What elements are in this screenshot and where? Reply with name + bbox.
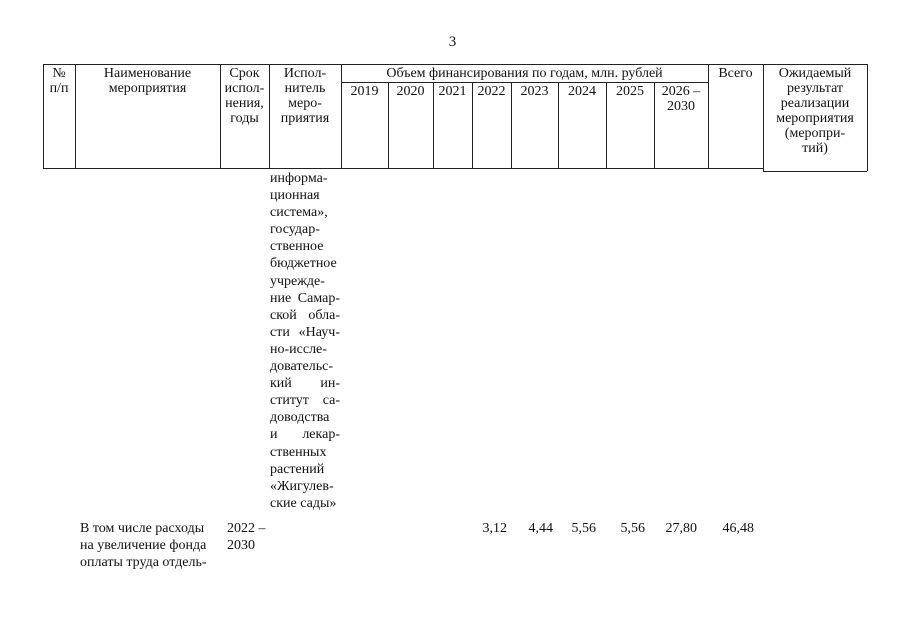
header-term: Срок испол- нения, годы (224, 66, 265, 126)
row2-value-2023: 4,44 (528, 521, 553, 536)
row2-name: В том числе расходы на увеличение фонда оплаты труда отдель- (80, 521, 207, 570)
header-year-2022: 2022 (477, 84, 506, 99)
header-total: Всего (718, 66, 753, 81)
header-year-2021: 2021 (438, 84, 467, 99)
header-name: Наименование мероприятия (103, 66, 192, 96)
header-year-2023: 2023 (520, 84, 549, 99)
header-year-2024: 2024 (568, 84, 596, 99)
header-year-2026-2030: 2026 – 2030 (661, 84, 701, 114)
header-num: № п/п (49, 66, 69, 96)
row2-value-2022: 3,12 (482, 521, 507, 536)
header-year-2020: 2020 (396, 84, 425, 99)
row2-term: 2022 – 2030 (227, 521, 266, 553)
header-year-2025: 2025 (616, 84, 644, 99)
page-number: 3 (448, 34, 457, 50)
header-executor: Испол- нитель меро- приятия (280, 66, 330, 126)
header-funding: Объем финансирования по годам, млн. рублей (386, 66, 663, 81)
row2-value-total: 46,48 (722, 521, 754, 536)
header-result: Ожидаемый результат реализации мероприятия (меропри- тий) (776, 66, 854, 156)
executor-text: информа- ционная система», государ- ственное бюджетное учрежде- ние Самар- ской обла- сти «Науч- но-иссле- довательс- кий ин- ститут са- доводства и лекар- ственных растений «Жигулев- ские сады» (270, 171, 340, 511)
row2-value-2025: 5,56 (620, 521, 645, 536)
row2-value-2024: 5,56 (571, 521, 596, 536)
header-year-2019: 2019 (350, 84, 379, 99)
row2-value-2026-2030: 27,80 (665, 521, 697, 536)
